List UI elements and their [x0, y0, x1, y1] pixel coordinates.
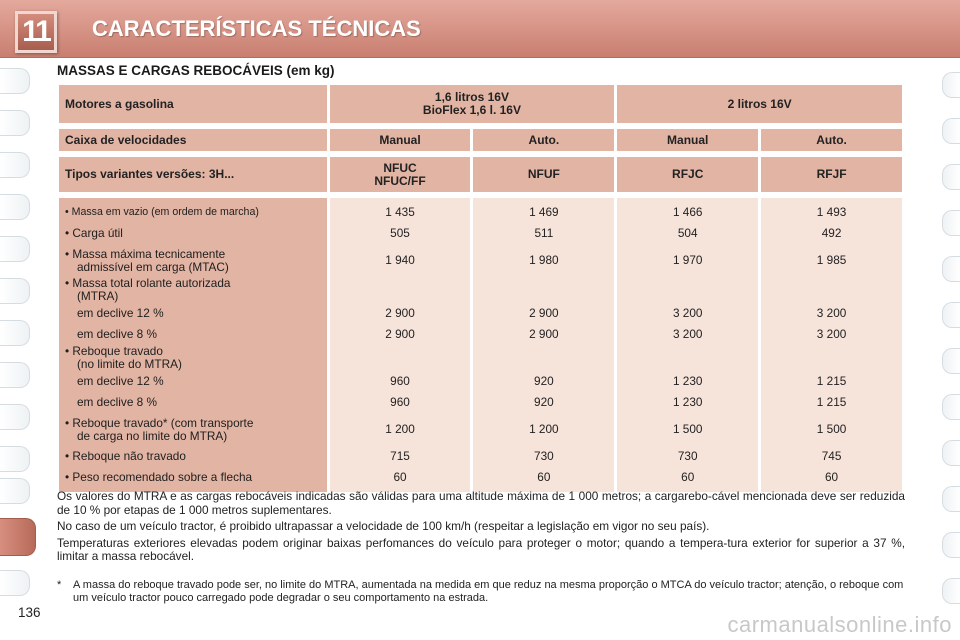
table-cell-value	[761, 277, 902, 303]
row-label-line: • Massa máxima tecnicamente	[65, 247, 226, 261]
row-label-line: de carga no limite do MTRA)	[77, 428, 228, 443]
chapter-tab[interactable]	[942, 210, 960, 236]
table-cell-value: 1 200	[385, 422, 415, 437]
row-label	[65, 467, 323, 488]
footnote	[57, 579, 905, 604]
variant-col: NFUF	[473, 157, 614, 192]
table-cell-value: 1 980	[529, 253, 559, 268]
value-column-1	[473, 202, 614, 488]
table-cell-value: 2 900	[385, 327, 415, 342]
table-cell-value: 1 215	[816, 374, 847, 389]
chapter-tab[interactable]	[0, 320, 30, 346]
row-label-line: • Massa total rolante autorizada	[65, 276, 231, 290]
table-cell-value: 1 500	[672, 422, 703, 437]
table-cell-value: 715	[390, 449, 410, 464]
table-cell-value: 60	[825, 470, 839, 485]
table-cell-value: 1 466	[672, 205, 703, 220]
row-label-line: em declive 8 %	[77, 395, 157, 410]
table-cell-value: 920	[534, 395, 554, 410]
table-cell-value	[617, 345, 758, 371]
variant-col1-line2: NFUC/FF	[374, 173, 426, 188]
row-label-line: em declive 8 %	[77, 327, 157, 342]
row-label	[65, 392, 323, 413]
table-cell-value: 511	[534, 226, 554, 241]
gearbox-col: Auto.	[473, 129, 614, 151]
note-paragraph: Os valores do MTRA e as cargas rebocáveis indicadas são válidas para uma altitude máxima de 1 000 metros; a cargarebo-cável mencionada deve ser reduzida de 10 % por etapas de 1 000 metros suplementares.	[57, 489, 905, 517]
footnote-marker: *	[57, 579, 62, 591]
chapter-tab[interactable]	[942, 72, 960, 98]
table-cell-value: 1 200	[529, 422, 559, 437]
table-cell-value: 1 493	[816, 205, 847, 220]
chapter-tab[interactable]	[942, 578, 960, 604]
data-body-row	[59, 198, 902, 492]
chapter-tab[interactable]	[0, 110, 30, 136]
chapter-tab[interactable]	[942, 532, 960, 558]
table-cell-value: 3 200	[672, 306, 703, 321]
chapter-tab[interactable]	[942, 348, 960, 374]
page-number: 136	[18, 605, 41, 620]
table-cell-value: 1 985	[816, 253, 847, 268]
chapter-tab[interactable]	[942, 486, 960, 512]
engine-a-line1: 1,6 litros 16V	[434, 90, 509, 104]
table-cell-value: 1 500	[816, 422, 847, 437]
chapter-tabs-right	[938, 58, 960, 640]
table-cell-value: 960	[390, 374, 410, 389]
chapter-tab[interactable]	[0, 478, 30, 504]
table-cell-value: 1 215	[816, 395, 847, 410]
table-cell-value: 3 200	[816, 327, 847, 342]
row-label	[65, 277, 323, 303]
table-cell-value: 1 230	[672, 395, 703, 410]
row-label-line: • Peso recomendado sobre a flecha	[65, 470, 253, 485]
variant-col: RFJF	[761, 157, 902, 192]
table-cell-value: 2 900	[529, 306, 559, 321]
chapter-tab[interactable]	[942, 118, 960, 144]
chapter-tab[interactable]	[0, 152, 30, 178]
row-label-line: em declive 12 %	[77, 306, 164, 321]
table-cell-value: 60	[537, 470, 551, 485]
table-cell-value: 1 970	[672, 253, 703, 268]
table-cell-value: 2 900	[529, 327, 559, 342]
row-label	[65, 345, 323, 371]
row-label-line: (no limite do MTRA)	[77, 356, 182, 371]
footnote-text: A massa do reboque travado pode ser, no limite do MTRA, aumentada na medida em que reduz na mesma proporção o MTCA do veículo tractor; atenção, o reboque com um veículo tractor pouco carregado pode degradar o seu comportamento na estrada.	[73, 579, 904, 604]
table-cell-value: 492	[821, 226, 842, 241]
notes	[57, 490, 905, 567]
engines-row	[59, 85, 902, 123]
table-cell-value: 745	[821, 449, 842, 464]
table-cell-value: 1 469	[529, 205, 559, 220]
chapter-number-badge: 11	[15, 11, 57, 53]
engine-a-line2: BioFlex 1,6 l. 16V	[422, 103, 521, 117]
engines-label: Motores a gasolina	[59, 85, 327, 123]
variant-col1-line1: NFUC	[383, 160, 417, 175]
row-label-line: • Reboque travado	[65, 344, 163, 358]
row-label	[65, 202, 323, 223]
chapter-tab[interactable]	[0, 236, 30, 262]
table-cell-value	[473, 277, 614, 303]
row-label-line: • Reboque não travado	[65, 449, 186, 464]
chapter-title: CARACTERÍSTICAS TÉCNICAS	[92, 16, 421, 41]
chapter-tab[interactable]	[0, 68, 30, 94]
chapter-tab[interactable]	[0, 362, 30, 388]
table-cell-value: 504	[677, 226, 698, 241]
row-labels	[65, 202, 323, 488]
chapter-tab[interactable]	[942, 302, 960, 328]
variant-col: RFJC	[617, 157, 758, 192]
engine-2-0-header: 2 litros 16V	[617, 85, 902, 123]
table-cell-value: 1 230	[672, 374, 703, 389]
chapter-tab[interactable]	[0, 194, 30, 220]
row-label	[65, 223, 323, 244]
table-cell-value: 1 940	[385, 253, 415, 268]
table-cell-value: 3 200	[672, 327, 703, 342]
row-label-line: • Carga útil	[65, 226, 123, 241]
section-title: MASSAS E CARGAS REBOCÁVEIS (em kg)	[57, 63, 335, 78]
table-cell-value: 60	[681, 470, 695, 485]
variant-col	[330, 157, 471, 192]
chapter-tab[interactable]	[942, 440, 960, 466]
chapter-tab[interactable]	[0, 570, 30, 596]
row-label	[65, 324, 323, 345]
table-cell-value: 505	[390, 226, 410, 241]
row-label-line: • Massa em vazio (em ordem de marcha)	[65, 206, 259, 219]
chapter-tab[interactable]	[0, 446, 30, 472]
note-paragraph: No caso de um veículo tractor, é proibido ultrapassar a velocidade de 100 km/h (respeitar a legislação em vigor no seu país).	[57, 519, 710, 533]
row-label-line: em declive 12 %	[77, 374, 164, 389]
table-cell-value: 2 900	[385, 306, 415, 321]
chapter-tab[interactable]	[0, 278, 30, 304]
table-cell-value	[761, 345, 902, 371]
header-band	[0, 0, 960, 58]
table-cell-value: 60	[393, 470, 407, 485]
table-cell-value	[473, 345, 614, 371]
chapter-tab[interactable]	[0, 404, 30, 430]
table-cell-value	[330, 345, 471, 371]
chapter-tab[interactable]	[942, 394, 960, 420]
value-column-0	[330, 202, 471, 488]
value-column-2	[617, 202, 758, 488]
gearbox-col: Manual	[617, 129, 758, 151]
row-label	[65, 446, 323, 467]
chapter-tab[interactable]	[942, 256, 960, 282]
variants-label: Tipos variantes versões: 3H...	[59, 157, 327, 192]
gearbox-label: Caixa de velocidades	[59, 129, 327, 151]
table-cell-value: 920	[534, 374, 554, 389]
gearbox-col: Manual	[330, 129, 471, 151]
value-column-3	[761, 202, 902, 488]
row-label-line: admissível em carga (MTAC)	[77, 259, 229, 274]
value-column	[330, 198, 471, 492]
row-label	[65, 413, 323, 446]
chapter-tab-active[interactable]	[0, 518, 36, 556]
note-paragraph: Temperaturas exteriores elevadas podem originar baixas perfomances do veículo para proteger o motor; quando a tempera-tura exterior for superior a 37 %, limitar a massa rebocável.	[57, 535, 905, 563]
row-labels-cell	[59, 198, 327, 492]
chapter-tabs-left	[0, 58, 42, 640]
table-cell-value: 3 200	[816, 306, 847, 321]
row-label-line: • Reboque travado* (com transporte	[65, 416, 254, 430]
weights-table	[56, 82, 905, 495]
value-column	[617, 198, 758, 492]
table-cell-value: 1 435	[385, 205, 415, 220]
variants-row	[59, 157, 902, 192]
table-cell-value	[330, 277, 471, 303]
chapter-tab[interactable]	[942, 164, 960, 190]
value-column	[761, 198, 902, 492]
value-column	[473, 198, 614, 492]
row-label-line: (MTRA)	[77, 288, 119, 303]
engine-1-6-header	[330, 85, 615, 123]
gearbox-col: Auto.	[761, 129, 902, 151]
gearbox-row	[59, 129, 902, 151]
table-cell-value: 730	[677, 449, 698, 464]
table-cell-value: 730	[534, 449, 554, 464]
row-label	[65, 303, 323, 324]
table-cell-value: 960	[390, 395, 410, 410]
row-label	[65, 371, 323, 392]
watermark: carmanualsonline.info	[727, 612, 952, 637]
row-label	[65, 244, 323, 277]
table-cell-value	[617, 277, 758, 303]
